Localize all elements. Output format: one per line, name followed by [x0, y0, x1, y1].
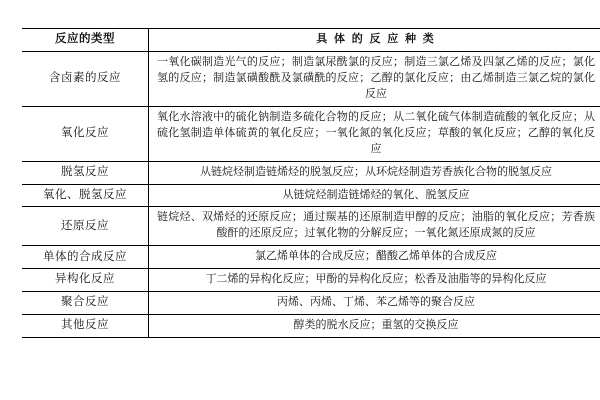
reaction-type-cell: 其他反应: [22, 315, 149, 338]
reaction-detail-cell: 氯乙烯单体的合成反应；醋酸乙烯单体的合成反应: [149, 246, 600, 269]
reaction-type-cell: 还原反应: [22, 207, 149, 246]
table-row: [22, 207, 600, 246]
reaction-detail-cell: 从链烷烃制造链烯烃的氧化、脱氢反应: [149, 184, 600, 207]
reaction-detail-cell: 丙烯、丙烯、丁烯、苯乙烯等的聚合反应: [149, 292, 600, 315]
reaction-detail-cell: 链烷烃、双烯烃的还原反应；通过羰基的还原制造甲醇的反应；油脂的氧化反应；芳香族酸酐的还原反应；过氧化物的分解反应；一氧化氮还原成氮的反应: [149, 207, 600, 246]
reaction-detail-cell: 醇类的脱水反应；重氢的交换反应: [149, 315, 600, 338]
reaction-type-cell: 脱氢反应: [22, 161, 149, 184]
reaction-type-cell: 含卤素的反应: [22, 51, 149, 106]
reaction-type-cell: 单体的合成反应: [22, 246, 149, 269]
reaction-types-table: [22, 28, 600, 338]
reaction-type-cell: 氧化、脱氢反应: [22, 184, 149, 207]
reaction-type-cell: 氧化反应: [22, 106, 149, 161]
column-header-detail: 具 体 的 反 应 种 类: [149, 29, 600, 52]
reaction-detail-cell: 一氧化碳制造光气的反应；制造氯尿酰氯的反应；制造三氯乙烯及四氯乙烯的反应；氯化氢的反应；制造氯磺酸酰及氯磺酰的反应；乙醇的氯化反应；由乙烯制造三氯乙烷的氯化反应: [149, 51, 600, 106]
reaction-type-cell: 异构化反应: [22, 269, 149, 292]
table-row: [22, 315, 600, 338]
table-row: [22, 51, 600, 106]
reaction-type-cell: 聚合反应: [22, 292, 149, 315]
table-header-row: [22, 29, 600, 52]
table-row: [22, 161, 600, 184]
reaction-detail-cell: 氧化水溶液中的硫化钠制造多硫化合物的反应；从二氧化硫气体制造硫酸的氧化反应；从硫化氢制造单体硫黄的氧化反应；一氧化氮的氧化反应；草酸的氧化反应；乙醇的氧化反应: [149, 106, 600, 161]
table-header: [22, 29, 600, 52]
table-row: [22, 184, 600, 207]
reaction-detail-cell: 丁二烯的异构化反应；甲酚的异构化反应；松香及油脂等的异构化反应: [149, 269, 600, 292]
table-row: [22, 246, 600, 269]
table-row: [22, 269, 600, 292]
table-row: [22, 106, 600, 161]
table-row: [22, 292, 600, 315]
table-body: [22, 51, 600, 337]
reaction-detail-cell: 从链烷烃制造链烯烃的脱氢反应；从环烷烃制造芳香族化合物的脱氢反应: [149, 161, 600, 184]
column-header-type: 反应的类型: [22, 29, 149, 52]
